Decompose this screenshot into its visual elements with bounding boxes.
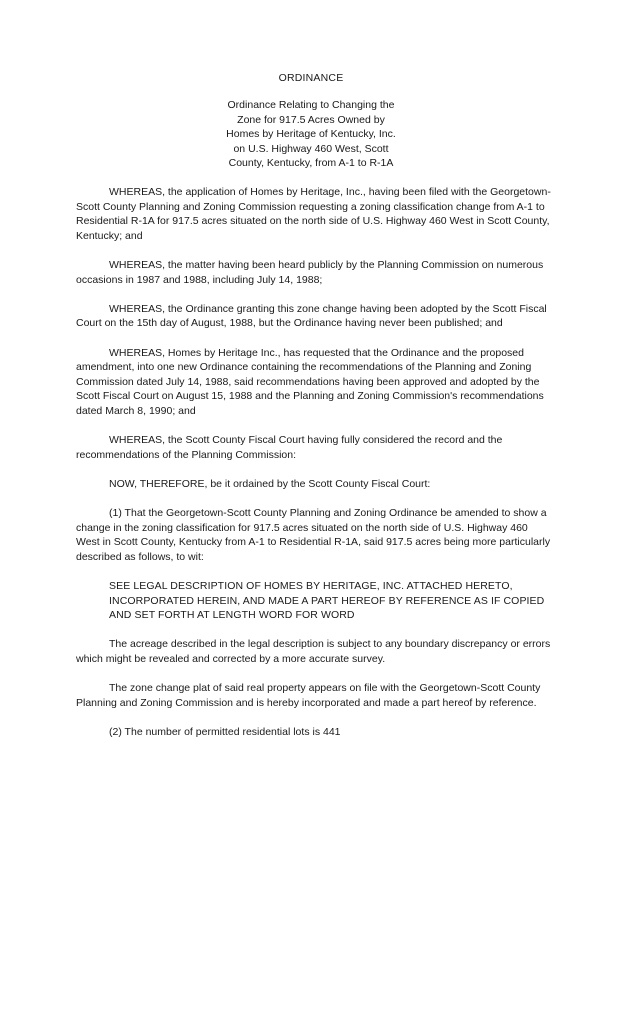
subtitle-line: Ordinance Relating to Changing the	[227, 99, 395, 111]
ordained-paragraph: NOW, THEREFORE, be it ordained by the Scott County Fiscal Court:	[109, 477, 431, 490]
section-2-paragraph: (2) The number of permitted residential lots is 441	[109, 725, 341, 738]
subtitle-line: Homes by Heritage of Kentucky, Inc.	[226, 128, 396, 141]
document-body	[76, 185, 552, 754]
whereas-adoption-paragraph: WHEREAS, the Ordinance granting this zone change having been adopted by the Scott Fiscal Court on the 15th day of August, 1988, but the Ordinance having never been published; and	[76, 302, 547, 330]
zone-plat-paragraph: The zone change plat of said real property appears on file with the Georgetown-Scott County Planning and Zoning Commission and is hereby incorporated and made a part hereof by reference.	[76, 682, 541, 709]
subtitle-line: Zone for 917.5 Acres Owned by	[237, 113, 385, 126]
whereas-request-paragraph: WHEREAS, Homes by Heritage Inc., has requested that the Ordinance and the proposed amendment, into one new Ordinance containing the recommendations of the Planning and Zoning Commission dated July 14, 1988, said recommendations having been approved and adopted by the Scott Fiscal Court on August 15, 1988 and the Planning and Zoning Commission's recommendations dated March 8, 1990; and	[76, 346, 544, 417]
subtitle-line: on U.S. Highway 460 West, Scott	[233, 142, 389, 155]
subtitle-line: County, Kentucky, from A-1 to R-1A	[228, 157, 394, 170]
ordinance-subtitle	[0, 98, 622, 171]
legal-description-reference: SEE LEGAL DESCRIPTION OF HOMES BY HERITAGE, INC. ATTACHED HERETO, INCORPORATED HEREIN, AND MADE A PART HEREOF BY REFERENCE AS IF COPIED AND SET FORTH AT LENGTH WORD FOR WORD	[109, 580, 545, 622]
whereas-consideration-paragraph: WHEREAS, the Scott County Fiscal Court having fully considered the record and the recommendations of the Planning Commission:	[76, 434, 503, 461]
document-title: ORDINANCE	[278, 72, 344, 84]
whereas-application-paragraph: WHEREAS, the application of Homes by Heritage, Inc., having been filed with the Georgetown-Scott County Planning and Zoning Commission requesting a zoning classification change from A-1 to Residential R-1A for 917.5 acres situated on the north side of U.S. Highway 460 West in Scott County, Kentucky; and	[76, 186, 551, 242]
section-1-paragraph: (1) That the Georgetown-Scott County Planning and Zoning Ordinance be amended to show a change in the zoning classification for 917.5 acres situated on the north side of U.S. Highway 460 West in Scott County, Kentucky from A-1 to Residential R-1A, said 917.5 acres being more particularly described as follows, to wit:	[76, 507, 551, 563]
acreage-paragraph: The acreage described in the legal description is subject to any boundary discrepancy or errors which might be revealed and corrected by a more accurate survey.	[76, 638, 551, 665]
whereas-hearing-paragraph: WHEREAS, the matter having been heard publicly by the Planning Commission on numerous occasions in 1987 and 1988, including July 14, 1988;	[76, 258, 544, 286]
